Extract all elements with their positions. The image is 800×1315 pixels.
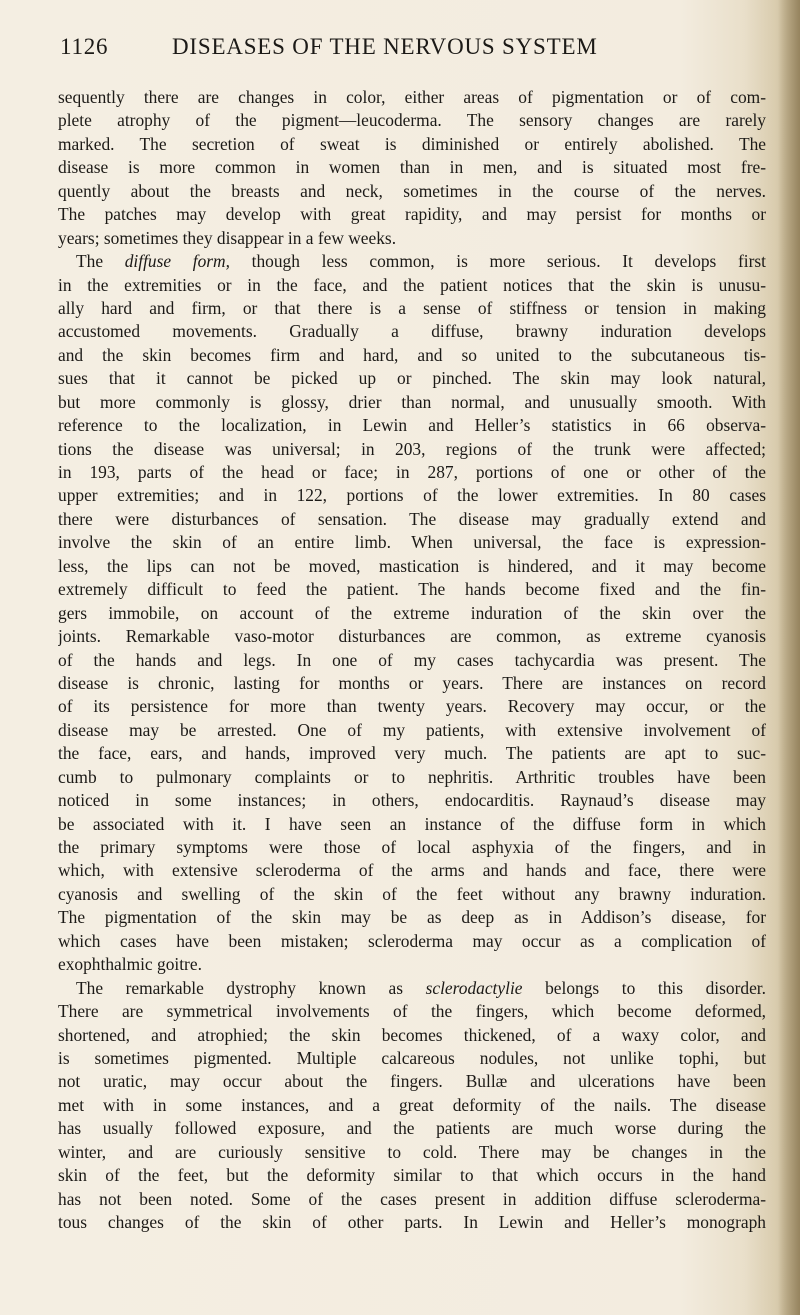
italic-term: diffuse form,: [124, 251, 230, 272]
text-line: which, with extensive scleroderma of the arms and hands and face, there were: [58, 860, 766, 881]
text-line: skin of the feet, but the deformity similar to that which occurs in the hand: [58, 1165, 766, 1186]
text-line: and the skin becomes firm and hard, and so united to the subcutaneous tis-: [58, 344, 766, 365]
text-line: There are symmetrical involvements of the fingers, which become deformed,: [58, 1001, 766, 1022]
body-text: [58, 86, 766, 1234]
text-line: [58, 250, 766, 273]
text-line: of its persistence for more than twenty years. Recovery may occur, or the: [58, 696, 766, 717]
text-line: sues that it cannot be picked up or pinched. The skin may look natural,: [58, 368, 766, 389]
text-line: upper extremities; and in 122, portions of the lower extremities. In 80 cases: [58, 485, 766, 506]
text-line: in 193, parts of the head or face; in 287, portions of one or other of the: [58, 462, 766, 482]
text-line: tous changes of the skin of other parts. In Lewin and Heller’s monograph: [58, 1212, 766, 1232]
text-line: The patches may develop with great rapidity, and may persist for months or: [58, 204, 766, 225]
text-line: the primary symptoms were those of local asphyxia of the fingers, and in: [58, 837, 766, 857]
text-line: has usually followed exposure, and the patients are much worse during the: [58, 1118, 766, 1139]
text-line: disease may be arrested. One of my patients, with extensive involvement of: [58, 719, 766, 740]
text-line: of the hands and legs. In one of my cases tachycardia was present. The: [58, 649, 766, 670]
text-line: sequently there are changes in color, either areas of pigmentation or of com-: [58, 87, 766, 107]
text-line: less, the lips can not be moved, mastication is hindered, and it may become: [58, 555, 766, 576]
text-line: accustomed movements. Gradually a diffuse, brawny induration develops: [58, 321, 766, 342]
text-line: [58, 977, 766, 1000]
text-line: is sometimes pigmented. Multiple calcareous nodules, not unlike tophi, but: [58, 1047, 766, 1068]
text-line: be associated with it. I have seen an instance of the diffuse form in which: [58, 813, 766, 834]
text-segment: The: [76, 251, 125, 272]
text-segment: though less common, is more serious. It develops first: [229, 251, 766, 272]
text-line: marked. The secretion of sweat is diminished or entirely abolished. The: [58, 133, 766, 154]
page-number: 1126: [60, 34, 109, 59]
page-header: [60, 34, 770, 68]
running-head: DISEASES OF THE NERVOUS SYSTEM: [172, 34, 598, 59]
text-line: not uratic, may occur about the fingers. Bullæ and ulcerations have been: [58, 1071, 766, 1092]
text-line: cyanosis and swelling of the skin of the feet without any brawny induration.: [58, 883, 766, 904]
page-edge-shadow: [778, 0, 800, 1315]
text-line: joints. Remarkable vaso-motor disturbances are common, as extreme cyanosis: [58, 626, 766, 647]
text-line: the face, ears, and hands, improved very much. The patients are apt to suc-: [58, 743, 766, 764]
text-segment: The remarkable dystrophy known as: [76, 977, 426, 998]
text-line: winter, and are curiously sensitive to cold. There may be changes in the: [58, 1141, 766, 1162]
text-line: has not been noted. Some of the cases present in addition diffuse scleroderma-: [58, 1188, 766, 1209]
text-line: quently about the breasts and neck, sometimes in the course of the nerves.: [58, 180, 766, 201]
text-line: disease is chronic, lasting for months or years. There are instances on record: [58, 672, 766, 693]
text-line: disease is more common in women than in men, and is situated most fre-: [58, 157, 766, 178]
text-line: there were disturbances of sensation. The disease may gradually extend and: [58, 508, 766, 529]
text-line: in the extremities or in the face, and the patient notices that the skin is unusu-: [58, 274, 766, 295]
text-line: The pigmentation of the skin may be as deep as in Addison’s disease, for: [58, 907, 766, 928]
text-line: but more commonly is glossy, drier than normal, and unusually smooth. With: [58, 391, 766, 412]
text-line: reference to the localization, in Lewin and Heller’s statistics in 66 observa-: [58, 415, 766, 436]
text-line: which cases have been mistaken; scleroderma may occur as a complication of: [58, 930, 766, 951]
text-line: tions the disease was universal; in 203, regions of the trunk were affected;: [58, 438, 766, 459]
text-line: cumb to pulmonary complaints or to nephritis. Arthritic troubles have been: [58, 766, 766, 787]
text-line: years; sometimes they disappear in a few weeks.: [58, 227, 397, 248]
text-line: extremely difficult to feed the patient. The hands become fixed and the fin-: [58, 579, 766, 600]
text-line: shortened, and atrophied; the skin becomes thickened, of a waxy color, and: [58, 1024, 766, 1045]
italic-term: sclerodactylie: [425, 977, 523, 998]
text-line: exophthalmic goitre.: [58, 954, 202, 975]
text-line: gers immobile, on account of the extreme induration of the skin over the: [58, 602, 766, 623]
text-line: involve the skin of an entire limb. When universal, the face is expression-: [58, 532, 766, 553]
text-line: noticed in some instances; in others, endocarditis. Raynaud’s disease may: [58, 790, 766, 811]
text-line: ally hard and firm, or that there is a sense of stiffness or tension in making: [58, 297, 766, 318]
text-segment: belongs to this disorder.: [522, 977, 766, 998]
text-line: met with in some instances, and a great deformity of the nails. The disease: [58, 1094, 766, 1115]
text-line: plete atrophy of the pigment—leucoderma. The sensory changes are rarely: [58, 110, 766, 131]
